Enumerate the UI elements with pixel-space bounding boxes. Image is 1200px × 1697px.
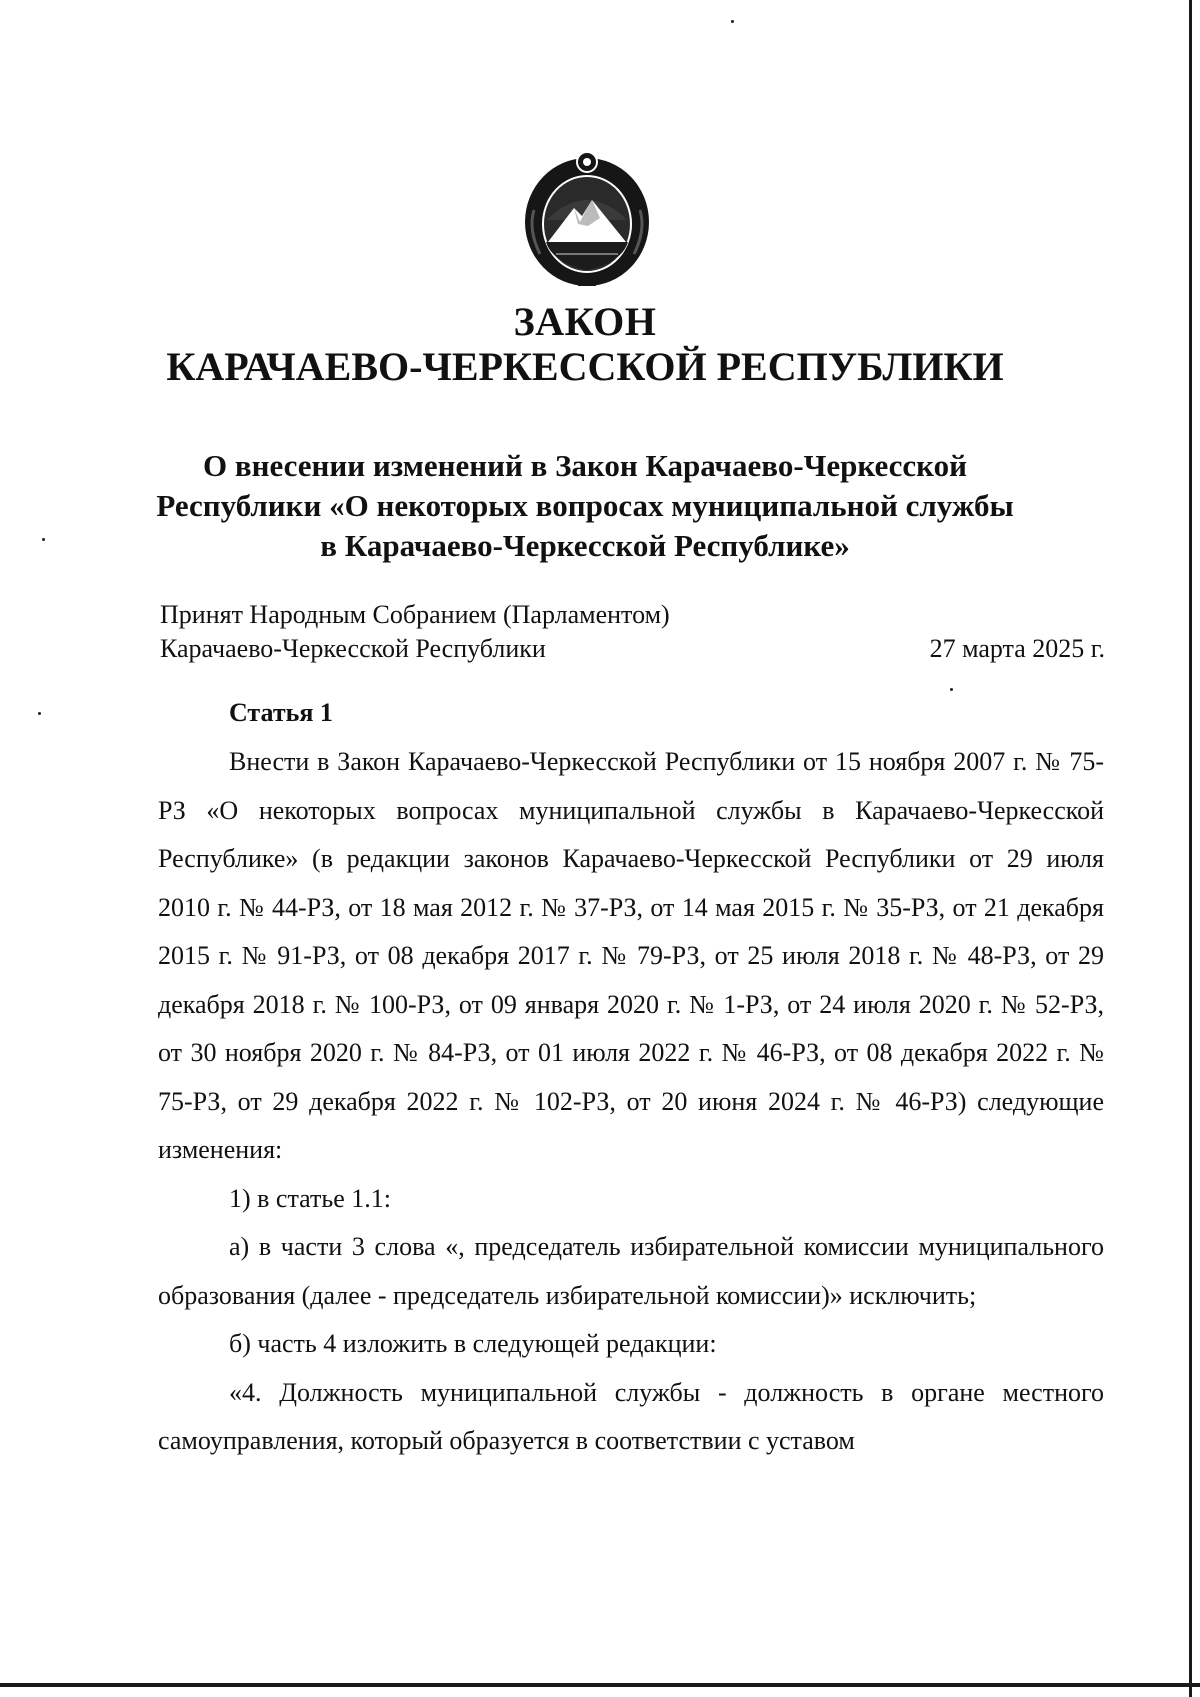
scan-edge-right bbox=[1189, 0, 1192, 1697]
article-paragraph: Внести в Закон Карачаево-Черкесской Республики от 15 ноября 2007 г. № 75-РЗ «О некоторых вопросах муниципальной службы в Карачаево-Черкесской Республике» (в редакции законов Карачаево-Черкесской Республики от 29 июля 2010 г. № 44-РЗ, от 18 мая 2012 г. № 37-РЗ, от 14 мая 2015 г. № 35-РЗ, от 21 декабря 2015 г. № 91-РЗ, от 08 декабря 2017 г. № 79-РЗ, от 25 июля 2018 г. № 48-РЗ, от 29 декабря 2018 г. № 100-РЗ, от 09 января 2020 г. № 1-РЗ, от 24 июля 2020 г. № 52-РЗ, от 30 ноября 2020 г. № 84-РЗ, от 01 июля 2022 г. № 46-РЗ, от 08 декабря 2022 г. № 75-РЗ, от 29 декабря 2022 г. № 102-РЗ, от 20 июня 2024 г. № 46-РЗ) следующие изменения: bbox=[158, 747, 1104, 1164]
law-title: ЗАКОН bbox=[513, 299, 657, 344]
scan-speck bbox=[731, 20, 734, 23]
republic-title: КАРАЧАЕВО-ЧЕРКЕССКОЙ РЕСПУБЛИКИ bbox=[166, 344, 1004, 389]
coat-of-arms-icon bbox=[522, 150, 652, 290]
scan-speck bbox=[950, 688, 953, 691]
adoption-date: 27 марта 2025 г. bbox=[929, 634, 1105, 663]
scan-edge-bottom bbox=[0, 1683, 1200, 1687]
adoption-line-1: Принят Народным Собранием (Парламентом) bbox=[160, 600, 670, 629]
adoption-line-2: Карачаево-Черкесской Республики bbox=[160, 634, 546, 663]
article-paragraph: а) в части 3 слова «, председатель избирательной комиссии муниципального образования (далее - председатель избирательной комиссии)» исключить; bbox=[158, 1232, 1104, 1310]
scan-speck bbox=[42, 538, 45, 541]
article-paragraph: «4. Должность муниципальной службы - должность в органе местного самоуправления, который образуется в соответствии с уставом bbox=[158, 1377, 1104, 1455]
scan-speck bbox=[38, 712, 41, 715]
adoption-block bbox=[160, 598, 670, 666]
article-heading: Статья 1 bbox=[229, 698, 333, 727]
law-subtitle: О внесении изменений в Закон Карачаево-Черкесской Республики «О некоторых вопросах муниципальной службы в Карачаево-Черкесской Республике» bbox=[156, 448, 1014, 563]
article-paragraph: б) часть 4 изложить в следующей редакции: bbox=[229, 1329, 717, 1358]
article-body bbox=[158, 738, 1104, 1466]
article-paragraph: 1) в статье 1.1: bbox=[229, 1183, 392, 1213]
